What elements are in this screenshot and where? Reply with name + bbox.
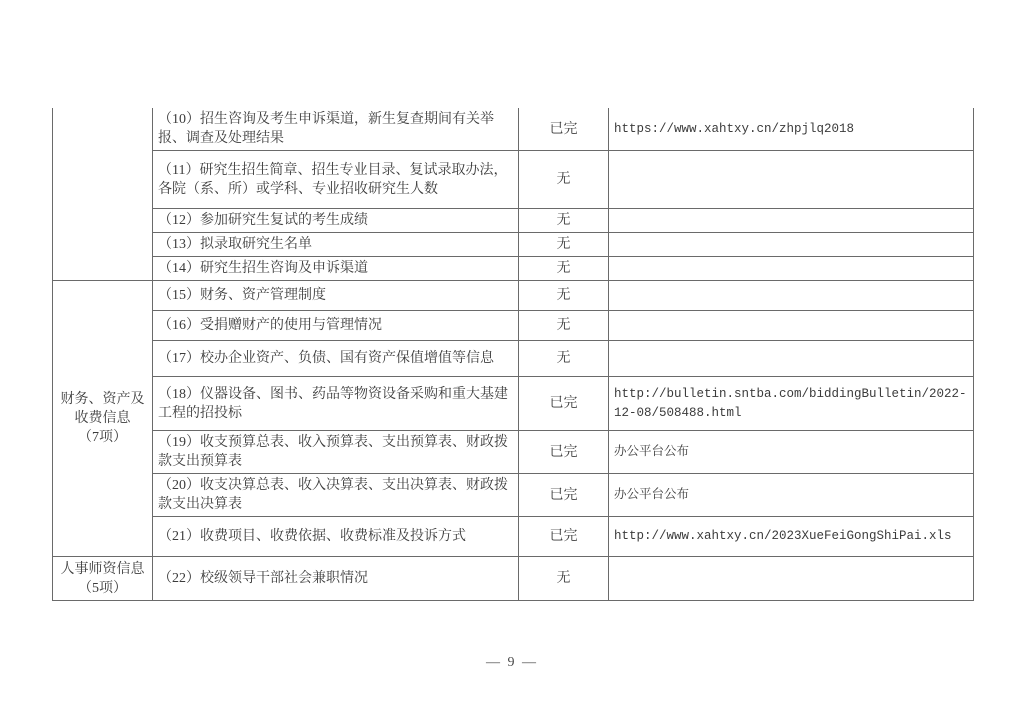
item-cell: （10）招生咨询及考生申诉渠道，新生复查期间有关举报、调查及处理结果 <box>153 108 519 151</box>
item-cell: （11）研究生招生简章、招生专业目录、复试录取办法，各院（系、所）或学科、专业招收研究生人数 <box>153 151 519 209</box>
table-row <box>53 233 974 257</box>
status-cell: 已完 <box>519 474 609 517</box>
table-row <box>53 209 974 233</box>
table-row <box>53 431 974 474</box>
status-cell: 无 <box>519 233 609 257</box>
link-cell: http://www.xahtxy.cn/2023XueFeiGongShiPai.xls <box>609 517 974 557</box>
status-cell: 已完 <box>519 108 609 151</box>
category-cell-empty <box>53 108 153 281</box>
disclosure-table <box>52 108 974 601</box>
status-cell: 已完 <box>519 517 609 557</box>
item-cell: （16）受捐赠财产的使用与管理情况 <box>153 311 519 341</box>
status-cell: 已完 <box>519 377 609 431</box>
item-cell: （19）收支预算总表、收入预算表、支出预算表、财政拨款支出预算表 <box>153 431 519 474</box>
status-cell: 无 <box>519 311 609 341</box>
item-cell: （13）拟录取研究生名单 <box>153 233 519 257</box>
link-cell <box>609 209 974 233</box>
status-cell: 无 <box>519 257 609 281</box>
link-cell <box>609 151 974 209</box>
link-cell: http://bulletin.sntba.com/biddingBulletin/2022-12-08/508488.html <box>609 377 974 431</box>
category-label-line: 财务、资产及 <box>60 392 145 407</box>
table-row <box>53 281 974 311</box>
link-cell: 办公平台公布 <box>609 474 974 517</box>
status-cell: 无 <box>519 151 609 209</box>
link-cell <box>609 341 974 377</box>
link-cell <box>609 233 974 257</box>
item-cell: （21）收费项目、收费依据、收费标准及投诉方式 <box>153 517 519 557</box>
status-cell: 无 <box>519 341 609 377</box>
status-cell: 无 <box>519 557 609 601</box>
table-row <box>53 474 974 517</box>
category-cell-finance <box>53 281 153 557</box>
table-row <box>53 557 974 601</box>
link-cell <box>609 557 974 601</box>
link-cell: 办公平台公布 <box>609 431 974 474</box>
link-cell <box>609 281 974 311</box>
item-cell: （12）参加研究生复试的考生成绩 <box>153 209 519 233</box>
table-row <box>53 257 974 281</box>
link-cell <box>609 257 974 281</box>
link-cell: https://www.xahtxy.cn/zhpjlq2018 <box>609 108 974 151</box>
category-label-line: 收费信息 <box>74 411 131 426</box>
item-cell: （22）校级领导干部社会兼职情况 <box>153 557 519 601</box>
table-row <box>53 151 974 209</box>
item-cell: （17）校办企业资产、负债、国有资产保值增值等信息 <box>153 341 519 377</box>
table-row <box>53 341 974 377</box>
table-row <box>53 108 974 151</box>
link-cell <box>609 311 974 341</box>
status-cell: 无 <box>519 281 609 311</box>
category-cell-hr <box>53 557 153 601</box>
item-cell: （14）研究生招生咨询及申诉渠道 <box>153 257 519 281</box>
table-row <box>53 517 974 557</box>
item-cell: （18）仪器设备、图书、药品等物资设备采购和重大基建工程的招投标 <box>153 377 519 431</box>
item-cell: （20）收支决算总表、收入决算表、支出决算表、财政拨款支出决算表 <box>153 474 519 517</box>
status-cell: 无 <box>519 209 609 233</box>
category-label-line: （7项） <box>78 430 127 445</box>
category-label-line: （5项） <box>78 580 127 596</box>
status-cell: 已完 <box>519 431 609 474</box>
category-label-line: 人事师资信息 <box>60 561 145 577</box>
item-cell: （15）财务、资产管理制度 <box>153 281 519 311</box>
page-number: — 9 — <box>486 655 538 670</box>
table-row <box>53 377 974 431</box>
table-row <box>53 311 974 341</box>
